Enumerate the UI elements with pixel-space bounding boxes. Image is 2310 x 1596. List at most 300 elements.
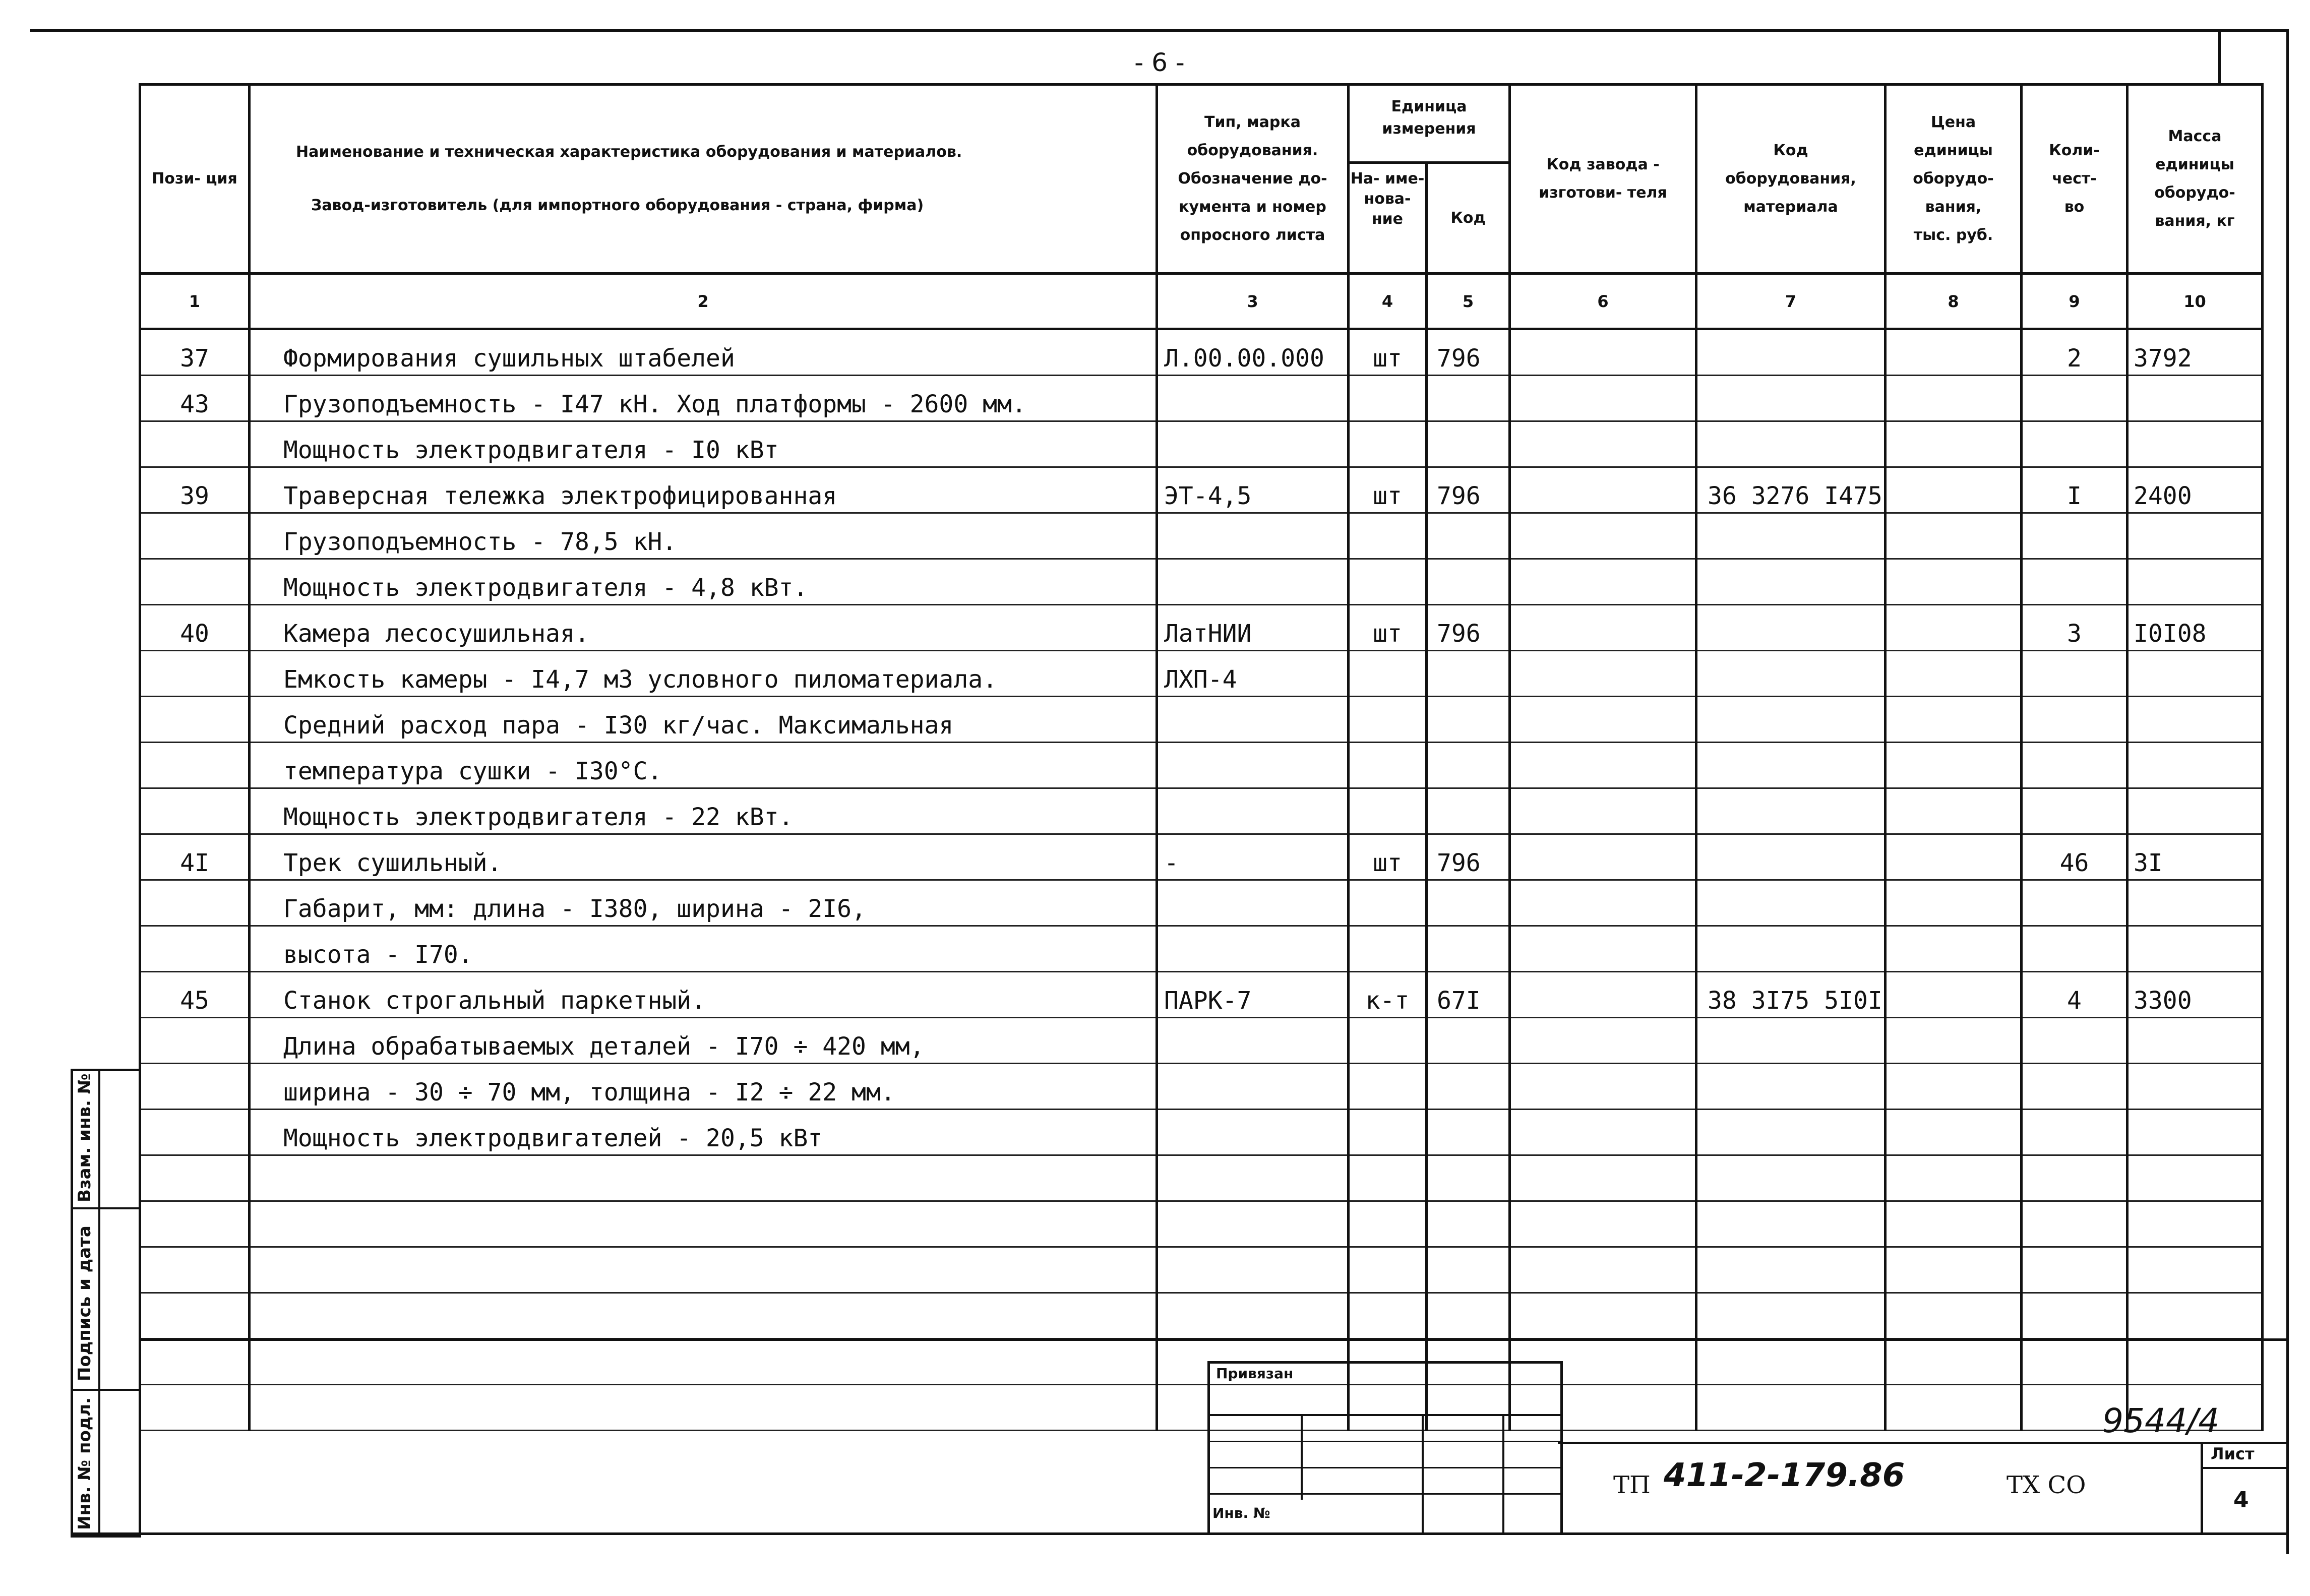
cell-mass <box>2127 697 2263 743</box>
cell-quantity: 4 <box>2022 972 2127 1018</box>
cell-price <box>1886 1339 2022 1385</box>
cell-type: Л.00.00.000 <box>1157 329 1349 376</box>
cell-factory-code <box>1510 788 1696 834</box>
cell-unit <box>1349 1018 1427 1064</box>
cell-position <box>140 1293 250 1339</box>
cell-factory-code <box>1510 1247 1696 1293</box>
cell-equipment-code <box>1696 697 1886 743</box>
colnum-9: 9 <box>2022 274 2127 329</box>
cell-equipment-code <box>1696 1385 1886 1431</box>
cell-mass <box>2127 1018 2263 1064</box>
cell-unit-code: 796 <box>1427 605 1510 651</box>
cell-mass: 3I <box>2127 834 2263 880</box>
cell-position: 43 <box>140 376 250 421</box>
cell-equipment-code <box>1696 1110 1886 1155</box>
cell-factory-code <box>1510 697 1696 743</box>
cell-price <box>1886 880 2022 926</box>
cell-price <box>1886 788 2022 834</box>
cell-name: Грузоподъемность - I47 кН. Ход платформы - 2600 мм. <box>250 376 1157 421</box>
cell-quantity <box>2022 513 2127 559</box>
cell-mass <box>2127 1339 2263 1385</box>
table-row <box>140 834 2263 880</box>
stamp-h3 <box>1207 1467 1560 1468</box>
cell-mass <box>2127 743 2263 788</box>
table-row <box>140 1064 2263 1110</box>
cell-price <box>1886 651 2022 697</box>
cell-unit: к-т <box>1349 972 1427 1018</box>
column-number-row <box>140 274 2263 329</box>
side-label-sign-date: Подпись и дата <box>75 1225 95 1381</box>
cell-price <box>1886 467 2022 513</box>
table-row <box>140 559 2263 605</box>
cell-name: Формирования сушильных штабелей <box>250 329 1157 376</box>
cell-unit <box>1349 1247 1427 1293</box>
header-position: Пози- ция <box>140 85 250 274</box>
table-row <box>140 1247 2263 1293</box>
cell-unit <box>1349 880 1427 926</box>
cell-factory-code <box>1510 1201 1696 1247</box>
cell-position <box>140 513 250 559</box>
table-row <box>140 1201 2263 1247</box>
cell-mass: 3792 <box>2127 329 2263 376</box>
cell-type <box>1157 559 1349 605</box>
cell-quantity <box>2022 880 2127 926</box>
cell-equipment-code: 38 3I75 5I0I <box>1696 972 1886 1018</box>
cell-mass <box>2127 1064 2263 1110</box>
cell-price <box>1886 743 2022 788</box>
cell-quantity <box>2022 788 2127 834</box>
cell-quantity: 46 <box>2022 834 2127 880</box>
header-name-line2: Завод-изготовитель (для импортного оборудования - страна, фирма) <box>311 197 924 214</box>
cell-unit <box>1349 697 1427 743</box>
cell-equipment-code <box>1696 329 1886 376</box>
side-strip-divider <box>98 1069 100 1535</box>
colnum-7: 7 <box>1696 274 1886 329</box>
header-quantity: Коли- чест- во <box>2022 85 2127 274</box>
cell-unit-code <box>1427 559 1510 605</box>
cell-unit <box>1349 421 1427 467</box>
cell-unit-code <box>1427 651 1510 697</box>
cell-price <box>1886 376 2022 421</box>
cell-equipment-code <box>1696 743 1886 788</box>
cell-unit-code: 796 <box>1427 834 1510 880</box>
cell-mass <box>2127 926 2263 972</box>
cell-unit-code <box>1427 1247 1510 1293</box>
cell-price <box>1886 513 2022 559</box>
cell-name <box>250 1201 1157 1247</box>
cell-position <box>140 421 250 467</box>
cell-name <box>250 1293 1157 1339</box>
cell-unit <box>1349 743 1427 788</box>
cell-equipment-code <box>1696 1064 1886 1110</box>
cell-type: ЭТ-4,5 <box>1157 467 1349 513</box>
cell-quantity: 2 <box>2022 329 2127 376</box>
cell-quantity <box>2022 421 2127 467</box>
side-strip-sep-2 <box>71 1389 139 1391</box>
side-strip-sep-1 <box>71 1207 139 1209</box>
cell-equipment-code <box>1696 788 1886 834</box>
cell-unit: шт <box>1349 467 1427 513</box>
cell-equipment-code <box>1696 1018 1886 1064</box>
sheet-number: 4 <box>2233 1487 2249 1513</box>
header-name <box>250 85 1157 274</box>
cell-factory-code <box>1510 1018 1696 1064</box>
cell-quantity <box>2022 651 2127 697</box>
cell-position <box>140 1385 250 1431</box>
table-row <box>140 1385 2263 1431</box>
cell-quantity <box>2022 1293 2127 1339</box>
cell-type <box>1157 1155 1349 1201</box>
table-row <box>140 651 2263 697</box>
cell-type <box>1157 1064 1349 1110</box>
cell-unit-code <box>1427 743 1510 788</box>
table-row <box>140 605 2263 651</box>
title-block-top <box>139 1338 2289 1341</box>
privyazan-label: Привязан <box>1216 1365 1294 1382</box>
cell-factory-code <box>1510 1064 1696 1110</box>
cell-name: температура сушки - I30°С. <box>250 743 1157 788</box>
cell-position <box>140 1339 250 1385</box>
cell-price <box>1886 1201 2022 1247</box>
cell-mass <box>2127 880 2263 926</box>
cell-price <box>1886 605 2022 651</box>
cell-name: Емкость камеры - I4,7 м3 условного пиломатериала. <box>250 651 1157 697</box>
cell-quantity <box>2022 376 2127 421</box>
doc-prefix: ТП <box>1613 1471 1651 1499</box>
table-row <box>140 1018 2263 1064</box>
cell-quantity <box>2022 1201 2127 1247</box>
cell-name: высота - I70. <box>250 926 1157 972</box>
title-block-bottom <box>71 1532 2289 1535</box>
page-number: - 6 - <box>1134 48 1185 77</box>
colnum-8: 8 <box>1886 274 2022 329</box>
cell-unit-code <box>1427 880 1510 926</box>
cell-equipment-code <box>1696 513 1886 559</box>
inv-no-label: Инв. № <box>1212 1505 1270 1521</box>
cell-type: ПАРК-7 <box>1157 972 1349 1018</box>
stamp-v1 <box>1301 1414 1303 1500</box>
cell-position <box>140 1247 250 1293</box>
cell-position <box>140 880 250 926</box>
cell-factory-code <box>1510 605 1696 651</box>
cell-position: 39 <box>140 467 250 513</box>
header-mass: Масса единицы оборудо- вания, кг <box>2127 85 2263 274</box>
cell-type <box>1157 926 1349 972</box>
cell-mass <box>2127 1247 2263 1293</box>
doc-number: 411-2-179.86 <box>1664 1457 1905 1494</box>
stamp-v2 <box>1422 1414 1424 1535</box>
cell-price <box>1886 1385 2022 1431</box>
cell-position <box>140 1064 250 1110</box>
cell-equipment-code <box>1696 1339 1886 1385</box>
cell-name <box>250 1339 1157 1385</box>
table-row <box>140 1293 2263 1339</box>
table-row <box>140 1155 2263 1201</box>
table-row <box>140 329 2263 376</box>
header-row <box>140 85 2263 274</box>
cell-factory-code <box>1510 559 1696 605</box>
cell-factory-code <box>1510 880 1696 926</box>
cell-factory-code <box>1510 329 1696 376</box>
header-type: Тип, марка оборудования. Обозначение до- кумента и номер опросного листа <box>1157 85 1349 274</box>
cell-quantity <box>2022 1247 2127 1293</box>
cell-unit-code <box>1427 788 1510 834</box>
cell-unit-code <box>1427 697 1510 743</box>
table-row <box>140 513 2263 559</box>
table-row <box>140 1110 2263 1155</box>
cell-factory-code <box>1510 743 1696 788</box>
header-unit-code: Код <box>1450 209 1486 227</box>
cell-mass <box>2127 788 2263 834</box>
cell-type <box>1157 421 1349 467</box>
cell-factory-code <box>1510 421 1696 467</box>
cell-unit <box>1349 1110 1427 1155</box>
cell-name: Грузоподъемность - 78,5 кН. <box>250 513 1157 559</box>
cell-unit <box>1349 1155 1427 1201</box>
frame-top <box>30 29 2289 32</box>
cell-position <box>140 697 250 743</box>
cell-name: Средний расход пара - I30 кг/час. Максимальная <box>250 697 1157 743</box>
cell-equipment-code <box>1696 651 1886 697</box>
cell-unit-code <box>1427 1064 1510 1110</box>
table-row <box>140 467 2263 513</box>
cell-type <box>1157 376 1349 421</box>
cell-unit <box>1349 926 1427 972</box>
cell-price <box>1886 972 2022 1018</box>
cell-position <box>140 926 250 972</box>
cell-factory-code <box>1510 376 1696 421</box>
cell-price <box>1886 421 2022 467</box>
cell-unit-code: 796 <box>1427 329 1510 376</box>
cell-name: Мощность электродвигателя - 4,8 кВт. <box>250 559 1157 605</box>
cell-unit <box>1349 1201 1427 1247</box>
cell-unit <box>1349 376 1427 421</box>
cell-quantity <box>2022 1018 2127 1064</box>
stamp-h1 <box>1207 1414 1560 1416</box>
table-row <box>140 880 2263 926</box>
cell-mass <box>2127 1110 2263 1155</box>
equipment-table <box>139 83 2264 1431</box>
cell-position: 37 <box>140 329 250 376</box>
cell-name: Трек сушильный. <box>250 834 1157 880</box>
cell-position <box>140 1110 250 1155</box>
cell-price <box>1886 329 2022 376</box>
cell-equipment-code <box>1696 421 1886 467</box>
cell-factory-code <box>1510 972 1696 1018</box>
cell-equipment-code <box>1696 1247 1886 1293</box>
table-row <box>140 697 2263 743</box>
cell-name: ширина - 30 ÷ 70 мм, толщина - I2 ÷ 22 мм. <box>250 1064 1157 1110</box>
frame-right <box>2286 29 2289 1554</box>
cell-quantity <box>2022 559 2127 605</box>
cell-name: Камера лесосушильная. <box>250 605 1157 651</box>
title-h-line <box>1558 1442 2289 1444</box>
cell-type <box>1157 697 1349 743</box>
cell-factory-code <box>1510 513 1696 559</box>
cell-factory-code <box>1510 467 1696 513</box>
cell-position <box>140 743 250 788</box>
frame-corner-box <box>2218 29 2221 85</box>
cell-mass <box>2127 376 2263 421</box>
cell-type: - <box>1157 834 1349 880</box>
cell-price <box>1886 1155 2022 1201</box>
cell-type: ЛХП-4 <box>1157 651 1349 697</box>
table-row <box>140 743 2263 788</box>
archive-number: 9544/4 <box>2102 1401 2220 1440</box>
header-price: Цена единицы оборудо- вания, тыс. руб. <box>1886 85 2022 274</box>
cell-unit: шт <box>1349 329 1427 376</box>
cell-position <box>140 1155 250 1201</box>
cell-unit-code <box>1427 926 1510 972</box>
colnum-6: 6 <box>1510 274 1696 329</box>
cell-equipment-code <box>1696 559 1886 605</box>
table-row <box>140 926 2263 972</box>
cell-equipment-code: 36 3276 I475 <box>1696 467 1886 513</box>
table-row <box>140 376 2263 421</box>
cell-position: 4I <box>140 834 250 880</box>
cell-type <box>1157 1293 1349 1339</box>
cell-price <box>1886 1064 2022 1110</box>
cell-quantity <box>2022 1155 2127 1201</box>
side-label-inv-sub: Инв. № подл. <box>75 1397 95 1530</box>
cell-name <box>250 1385 1157 1431</box>
stamp-h2 <box>1207 1441 1560 1442</box>
cell-name: Габарит, мм: длина - I380, ширина - 2I6, <box>250 880 1157 926</box>
table-row <box>140 1339 2263 1385</box>
cell-mass <box>2127 1293 2263 1339</box>
header-unit-name: На- име- нова- ние <box>1350 164 1428 272</box>
cell-factory-code <box>1510 1293 1696 1339</box>
cell-unit-code <box>1427 1293 1510 1339</box>
header-equipment-code: Код оборудования, материала <box>1696 85 1886 274</box>
cell-type <box>1157 1247 1349 1293</box>
table-body <box>140 329 2263 1431</box>
cell-unit-code <box>1427 513 1510 559</box>
cell-quantity <box>2022 1339 2127 1385</box>
colnum-1: 1 <box>140 274 250 329</box>
table-row <box>140 421 2263 467</box>
doc-type: ТХ СО <box>2007 1471 2086 1499</box>
side-label-vzam: Взам. инв. № <box>75 1073 95 1202</box>
cell-unit: шт <box>1349 834 1427 880</box>
cell-unit: шт <box>1349 605 1427 651</box>
cell-type: ЛатНИИ <box>1157 605 1349 651</box>
header-unit-group <box>1349 85 1510 274</box>
cell-equipment-code <box>1696 926 1886 972</box>
cell-name: Мощность электродвигателей - 20,5 кВт <box>250 1110 1157 1155</box>
cell-unit-code <box>1427 421 1510 467</box>
cell-unit-code <box>1427 1018 1510 1064</box>
header-unit-title: Единица измерения <box>1350 86 1508 164</box>
cell-type <box>1157 1018 1349 1064</box>
colnum-10: 10 <box>2127 274 2263 329</box>
cell-price <box>1886 697 2022 743</box>
cell-mass <box>2127 559 2263 605</box>
table-row <box>140 972 2263 1018</box>
cell-type <box>1157 513 1349 559</box>
cell-factory-code <box>1510 651 1696 697</box>
cell-type <box>1157 1201 1349 1247</box>
cell-equipment-code <box>1696 376 1886 421</box>
header-name-line1: Наименование и техническая характеристика оборудования и материалов. <box>296 143 962 161</box>
cell-factory-code <box>1510 1110 1696 1155</box>
cell-position: 40 <box>140 605 250 651</box>
cell-quantity <box>2022 1110 2127 1155</box>
cell-position <box>140 651 250 697</box>
cell-quantity <box>2022 697 2127 743</box>
cell-unit <box>1349 1064 1427 1110</box>
cell-type <box>1157 743 1349 788</box>
cell-price <box>1886 559 2022 605</box>
cell-quantity: 3 <box>2022 605 2127 651</box>
cell-type <box>1157 1110 1349 1155</box>
cell-unit-code: 796 <box>1427 467 1510 513</box>
cell-unit <box>1349 513 1427 559</box>
cell-quantity <box>2022 926 2127 972</box>
cell-equipment-code <box>1696 834 1886 880</box>
cell-mass: 2400 <box>2127 467 2263 513</box>
cell-position <box>140 1018 250 1064</box>
cell-position <box>140 559 250 605</box>
cell-mass <box>2127 421 2263 467</box>
cell-unit-code <box>1427 376 1510 421</box>
cell-equipment-code <box>1696 880 1886 926</box>
cell-name: Мощность электродвигателя - 22 кВт. <box>250 788 1157 834</box>
cell-mass <box>2127 513 2263 559</box>
cell-unit <box>1349 559 1427 605</box>
cell-name: Длина обрабатываемых деталей - I70 ÷ 420 мм, <box>250 1018 1157 1064</box>
cell-type <box>1157 880 1349 926</box>
cell-price <box>1886 926 2022 972</box>
cell-mass <box>2127 1155 2263 1201</box>
cell-unit <box>1349 651 1427 697</box>
cell-name: Траверсная тележка электрофицированная <box>250 467 1157 513</box>
cell-unit <box>1349 788 1427 834</box>
colnum-2: 2 <box>250 274 1157 329</box>
stamp-h4 <box>1207 1493 1560 1495</box>
cell-mass <box>2127 651 2263 697</box>
cell-position <box>140 788 250 834</box>
cell-price <box>1886 1293 2022 1339</box>
title-block-left <box>139 1338 141 1535</box>
cell-quantity <box>2022 743 2127 788</box>
sheet-box-divider <box>2201 1467 2286 1469</box>
cell-unit-code: 67I <box>1427 972 1510 1018</box>
cell-quantity: I <box>2022 467 2127 513</box>
cell-name: Мощность электродвигателя - I0 кВт <box>250 421 1157 467</box>
cell-factory-code <box>1510 834 1696 880</box>
colnum-3: 3 <box>1157 274 1349 329</box>
header-factory-code: Код завода - изготови- теля <box>1510 85 1696 274</box>
cell-unit-code <box>1427 1110 1510 1155</box>
cell-quantity <box>2022 1064 2127 1110</box>
cell-mass: I0I08 <box>2127 605 2263 651</box>
cell-equipment-code <box>1696 1155 1886 1201</box>
cell-type <box>1157 788 1349 834</box>
cell-unit-code <box>1427 1201 1510 1247</box>
cell-name <box>250 1155 1157 1201</box>
cell-equipment-code <box>1696 605 1886 651</box>
cell-mass <box>2127 1201 2263 1247</box>
cell-name <box>250 1247 1157 1293</box>
cell-position <box>140 1201 250 1247</box>
cell-unit <box>1349 1293 1427 1339</box>
cell-equipment-code <box>1696 1201 1886 1247</box>
stamp-v3 <box>1502 1414 1504 1535</box>
cell-equipment-code <box>1696 1293 1886 1339</box>
cell-price <box>1886 1110 2022 1155</box>
cell-name: Станок строгальный паркетный. <box>250 972 1157 1018</box>
